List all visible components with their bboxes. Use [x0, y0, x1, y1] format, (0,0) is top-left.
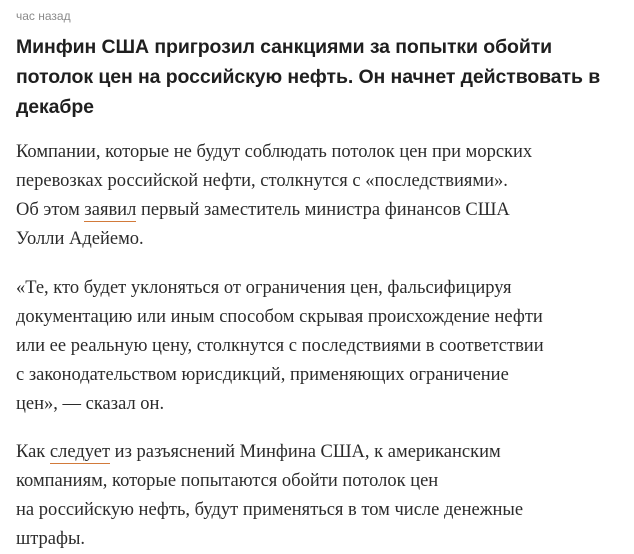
article-quote-paragraph: [16, 274, 616, 419]
article-headline: Минфин США пригрозил санкциями за попытки обойти потолок цен на российскую нефть. Он начнет действовать в декабре: [16, 36, 601, 118]
paragraph-text: компаниям, которые попытаются обойти потолок цен: [16, 471, 439, 491]
paragraph-text: из разъяснений Минфина США, к американским: [110, 442, 501, 462]
paragraph-text: Компании, которые не будут соблюдать потолок цен при морских: [16, 142, 533, 162]
paragraph-text: «Те, кто будет уклоняться от ограничения цен, фальсифицируя: [16, 278, 512, 298]
paragraph-text: штрафы.: [16, 529, 86, 549]
article-paragraph-1: [16, 138, 616, 254]
paragraph-text: перевозках российской нефти, столкнутся с «последствиями».: [16, 171, 508, 191]
source-link[interactable]: следует: [49, 442, 111, 462]
paragraph-text: или ее реальную цену, столкнутся с последствиями в соответствии: [16, 336, 544, 356]
news-article: [16, 0, 616, 554]
paragraph-text: документацию или иным способом скрывая происхождение нефти: [16, 307, 543, 327]
statement-link[interactable]: заявил: [84, 200, 137, 220]
paragraph-text: с законодательством юрисдикций, применяющих ограничение: [16, 365, 509, 385]
paragraph-text: на российскую нефть, будут применяться в том числе денежные: [16, 500, 524, 520]
article-paragraph-3: [16, 438, 616, 554]
paragraph-text: Как: [16, 442, 50, 462]
paragraph-text: первый заместитель министра финансов США: [136, 200, 510, 220]
paragraph-text: Об этом: [16, 200, 85, 220]
paragraph-text: цен», — сказал он.: [16, 394, 165, 414]
article-timestamp: час назад: [16, 9, 71, 23]
paragraph-text: Уолли Адейемо.: [16, 229, 144, 249]
